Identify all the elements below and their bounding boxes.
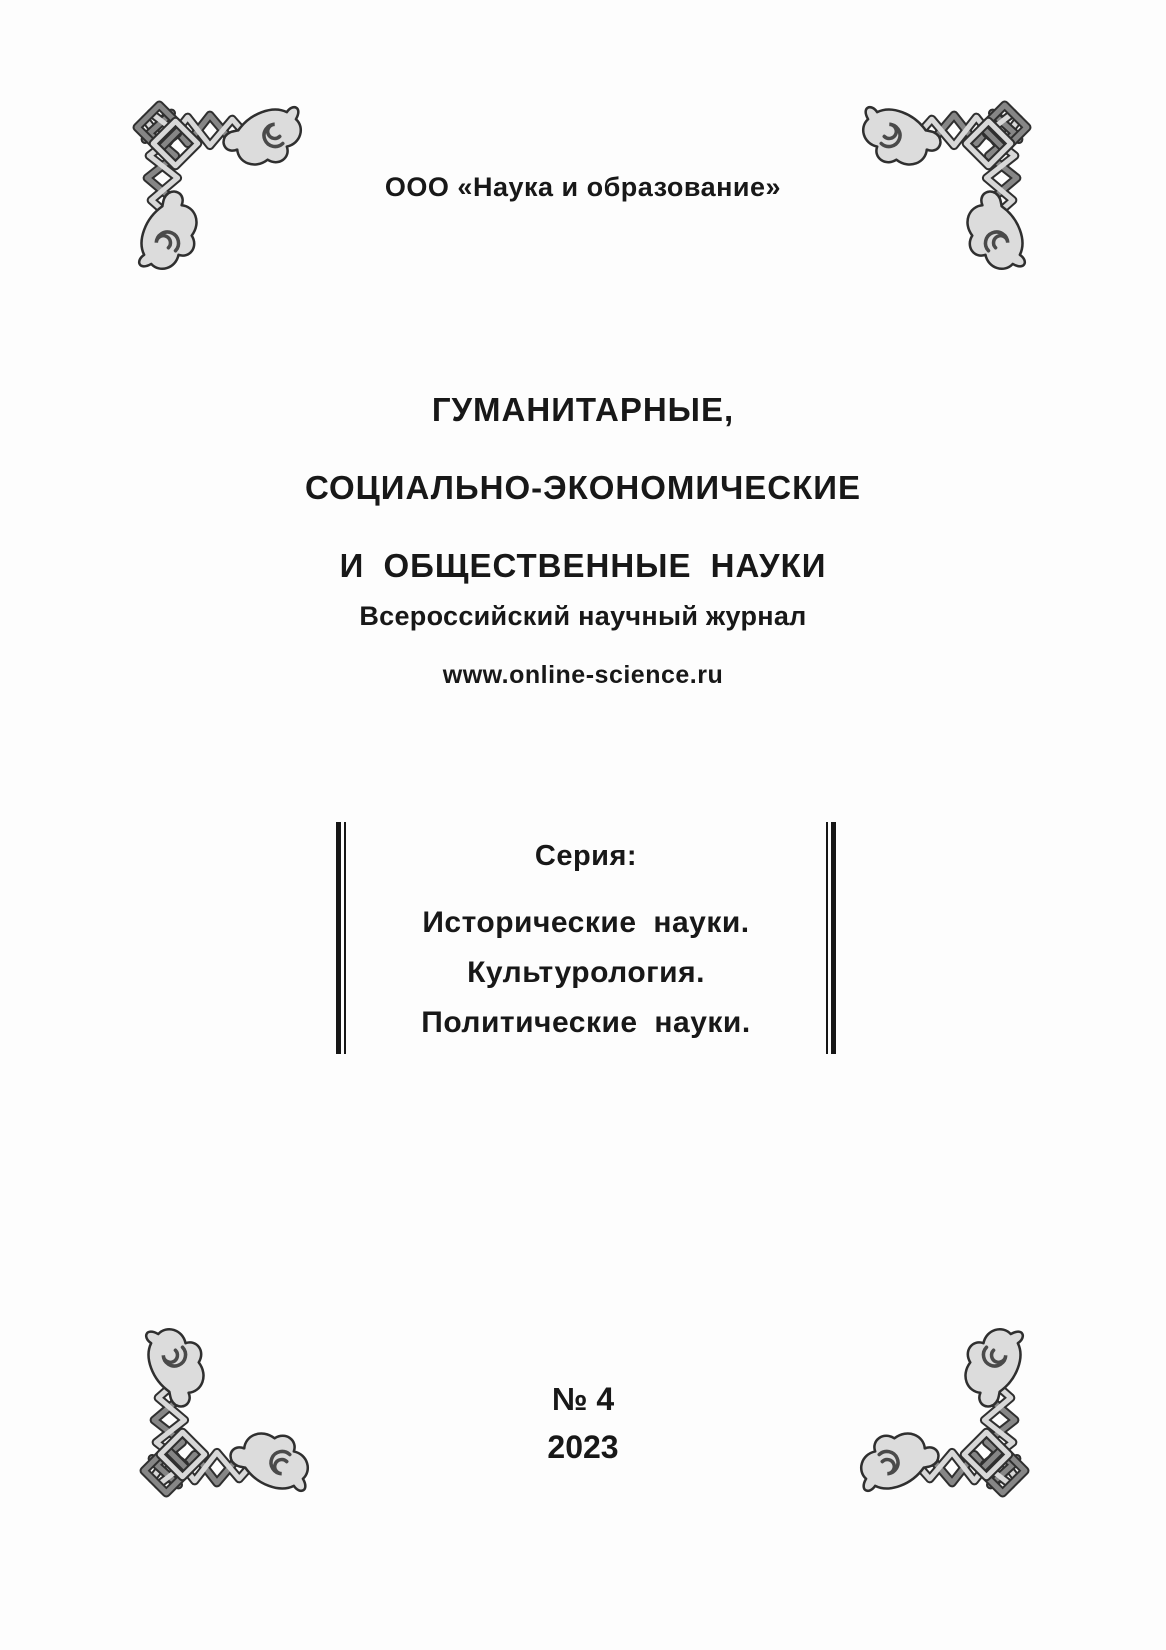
issue-year: 2023 [547,1429,619,1465]
series-box-left-rule [336,822,346,1054]
series-box-right-rule [826,822,836,1054]
journal-title-line-3: И ОБЩЕСТВЕННЫЕ НАУКИ [339,547,827,584]
series-item-political-sciences: Политические науки. [421,1006,751,1039]
website-url: www.online-science.ru [442,661,724,689]
journal-title-line-2: СОЦИАЛЬНО-ЭКОНОМИЧЕСКИЕ [305,469,861,506]
journal-title-line-1: ГУМАНИТАРНЫЕ, [431,391,735,428]
publisher-name: ООО «Наука и образование» [384,172,782,202]
series-label: Серия: [534,840,638,872]
series-box [336,822,836,1054]
issue-number: № 4 [551,1381,615,1417]
series-item-historical-sciences: Исторические науки. [422,906,750,939]
series-item-culturology: Культурология. [467,956,705,989]
journal-title [0,371,1166,605]
journal-subtitle: Всероссийский научный журнал [359,601,807,631]
